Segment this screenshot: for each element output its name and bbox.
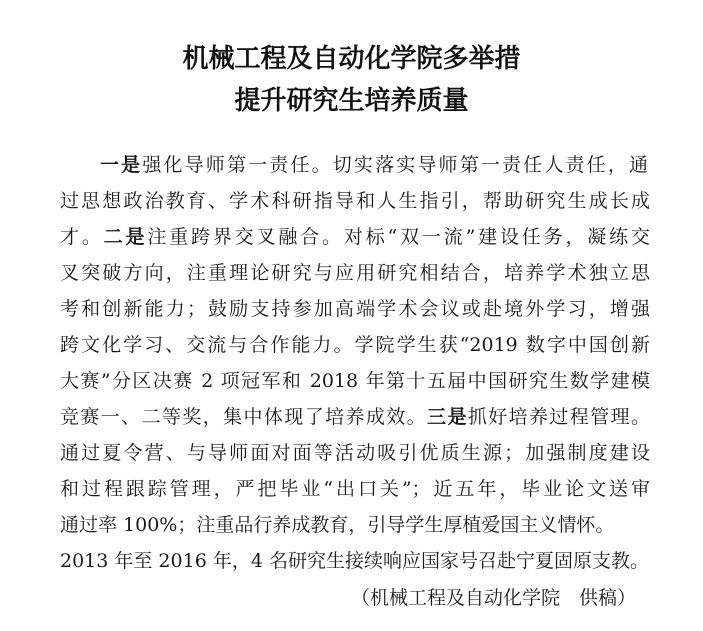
body-text: 过思想政治教育、学术科研指导和人生指引，帮助研究生成长成: [60, 190, 650, 212]
body-line-12: [60, 548, 650, 574]
body-line-9: [60, 440, 650, 466]
body-text: 跨文化学习、交流与合作能力。学院学生获“2019 数字中国创新: [60, 334, 650, 356]
body-line-5: [60, 296, 650, 322]
body-text: 大赛”分区决赛 2 项冠军和 2018 年第十五届中国研究生数学建模: [60, 370, 650, 392]
body-text: 强化导师第一责任。切实落实导师第一责任人责任，通: [142, 154, 648, 176]
body-line-7: [60, 368, 650, 394]
body-text: 注重跨界交叉融合。对标“双一流”建设任务，凝练交: [147, 226, 650, 248]
body-line-8: [60, 404, 650, 430]
body-line-11: [60, 512, 650, 538]
body-text: 通过夏令营、与导师面对面等活动吸引优质生源；加强制度建设: [60, 442, 650, 464]
body-text: 叉突破方向，注重理论研究与应用研究相结合，培养学术独立思: [60, 262, 650, 284]
body-line-6: [60, 332, 650, 358]
body-line-10: [60, 476, 650, 502]
body-text: 才。: [60, 226, 104, 248]
body-text: 和过程跟踪管理，严把毕业“出口关”；近五年，毕业论文送审: [60, 478, 650, 500]
body-line-3: [60, 224, 650, 250]
body-text: 考和创新能力；鼓励支持参加高端学术会议或赴境外学习，增强: [60, 298, 650, 320]
body-line-2: [60, 188, 650, 214]
article-title-line-1: 机械工程及自动化学院多举措: [182, 44, 521, 74]
point-two-label: 二是: [103, 226, 148, 248]
body-text: 抓好培养过程管理。: [467, 406, 650, 428]
body-text: 2013 年至 2016 年，4 名研究生接续响应国家号召赴宁夏固原支教。: [60, 550, 649, 572]
article-title-line-2: 提升研究生培养质量: [234, 86, 469, 116]
body-text: 通过率 100%；注重品行养成教育，引导学生厚植爱国主义情怀。: [60, 514, 615, 536]
body-line-1: [100, 152, 648, 178]
article-credit: （机械工程及自动化学院 供稿）: [350, 587, 636, 609]
point-three-label: 三是: [427, 406, 468, 428]
point-one-label: 一是: [100, 154, 143, 176]
body-text: 竞赛一、二等奖，集中体现了培养成效。: [60, 406, 428, 428]
body-line-4: [60, 260, 650, 286]
